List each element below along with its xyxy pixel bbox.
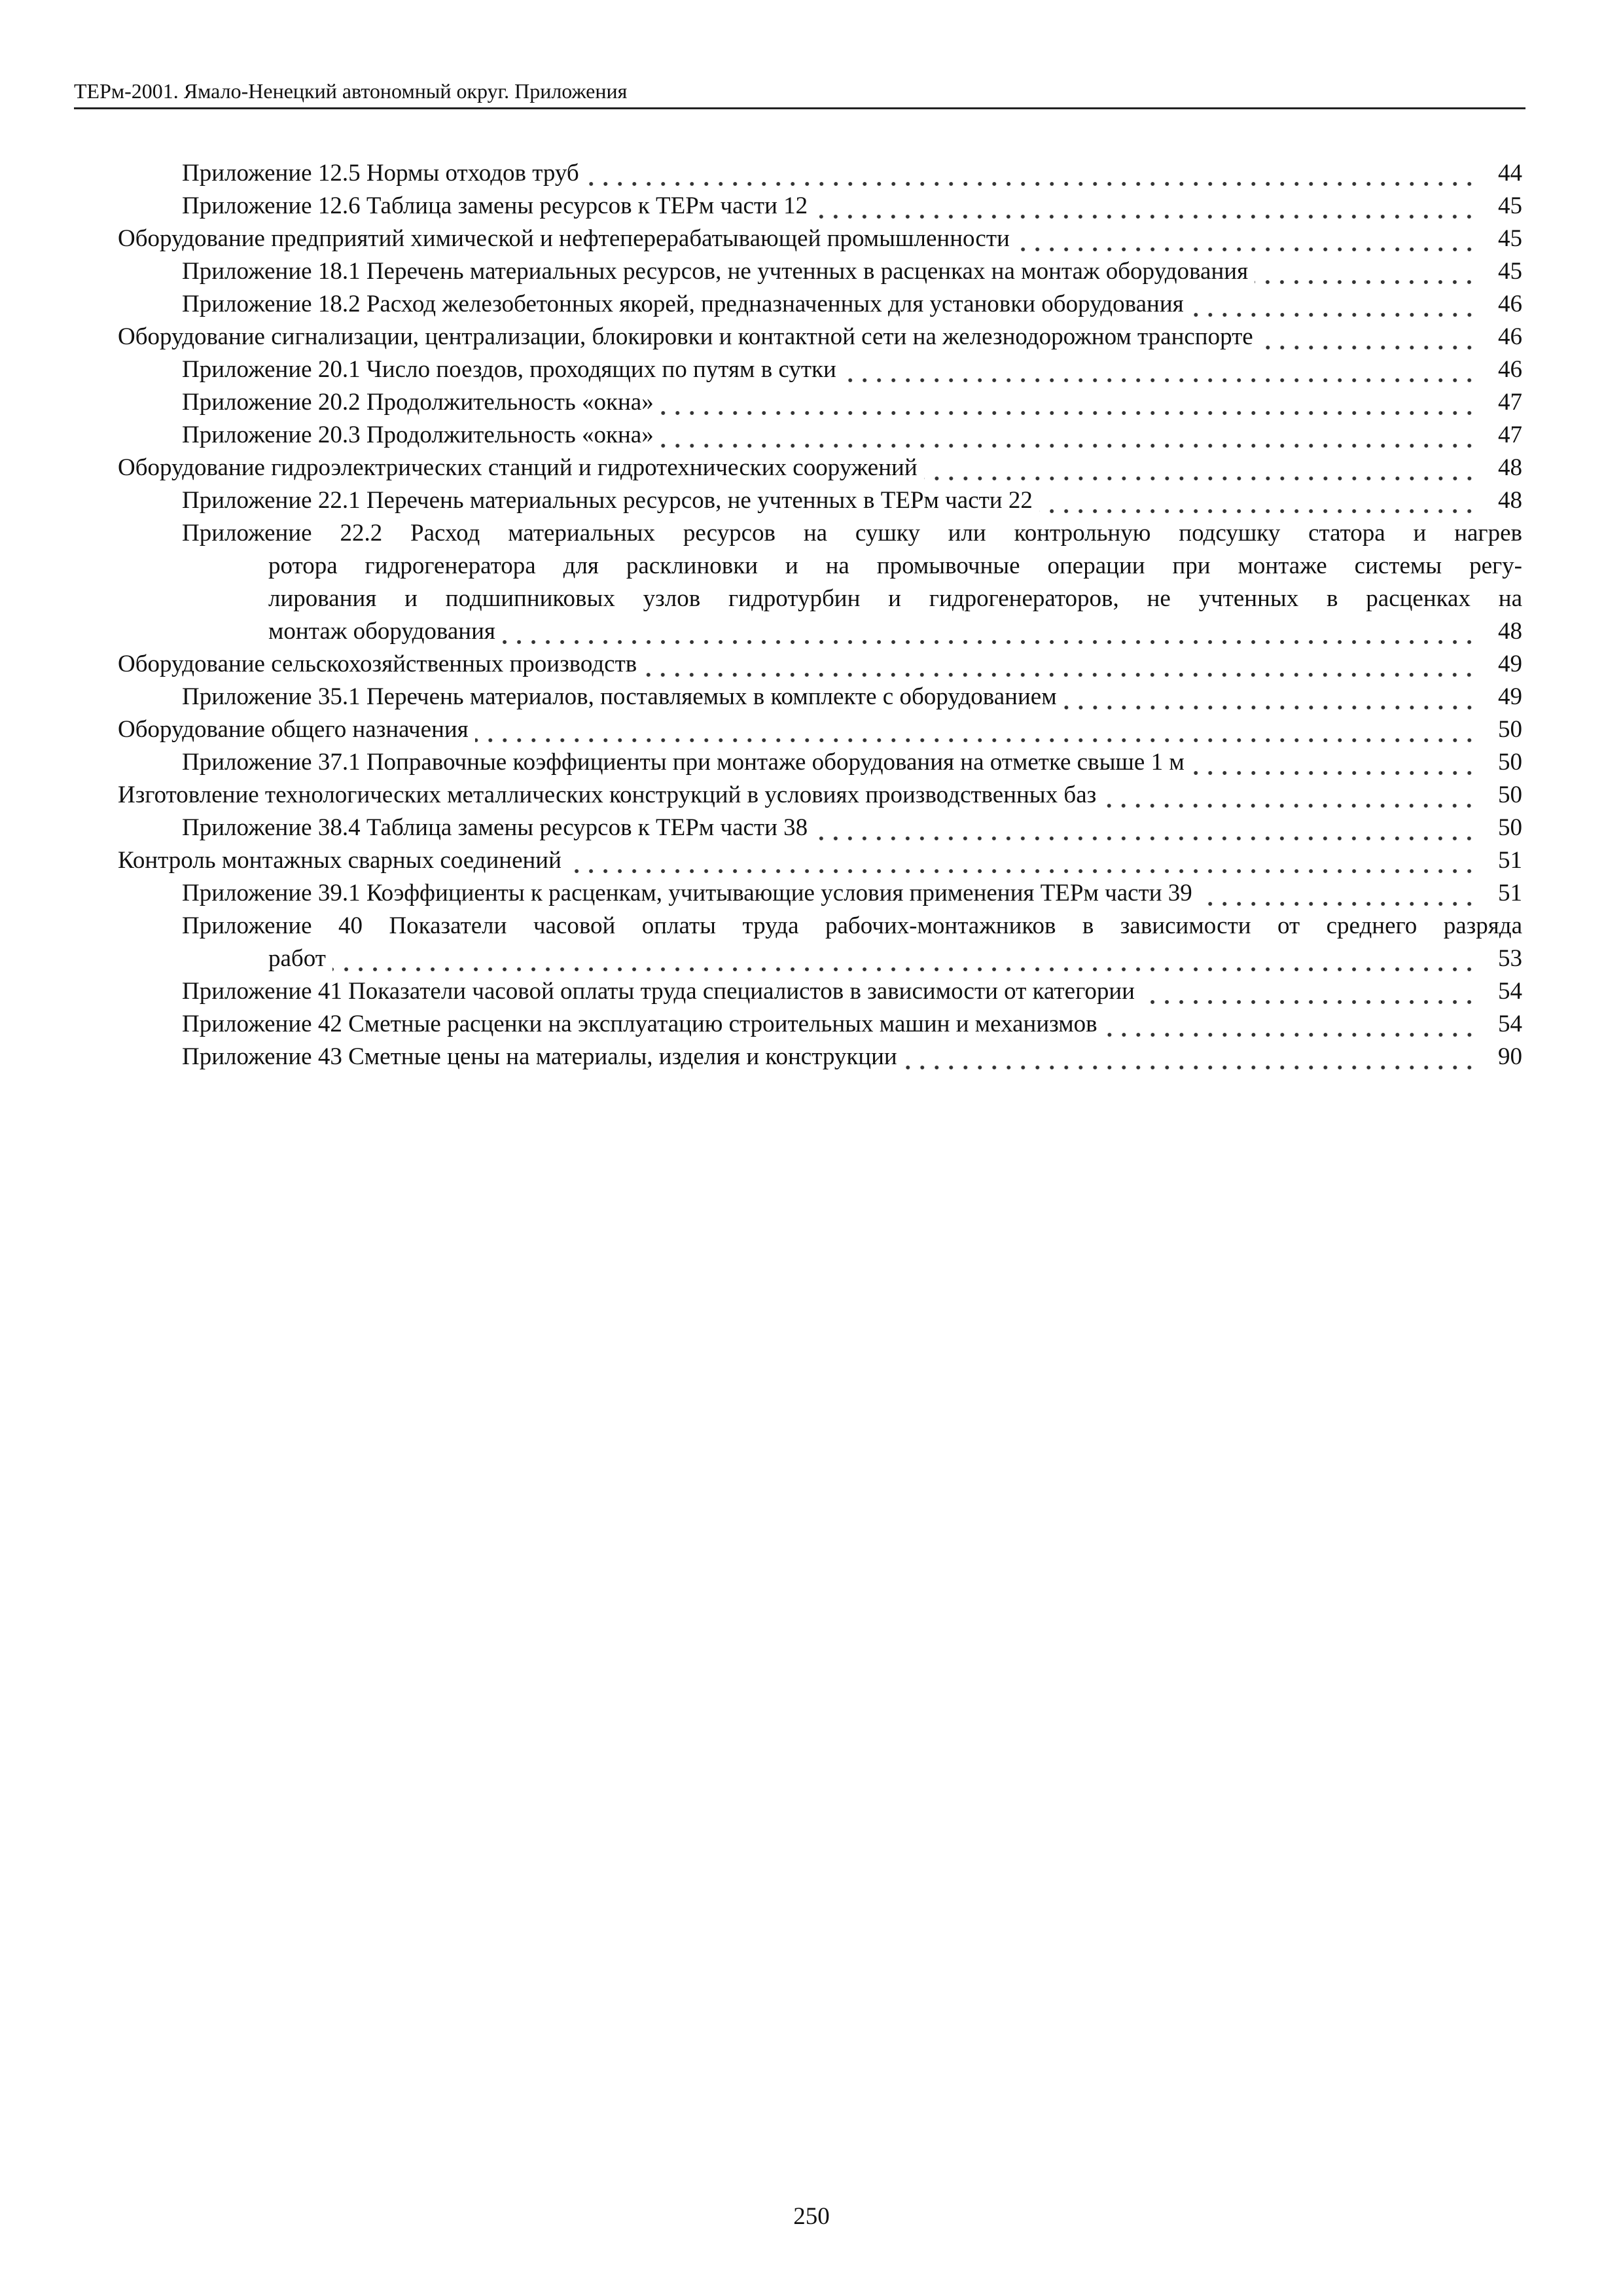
dot-leader <box>475 713 1476 746</box>
toc-entry-page: 46 <box>1498 291 1522 317</box>
toc-entry-title: Оборудование сигнализации, централизации, блокировки и контактной сети на железнодорожном транспорте <box>118 323 1253 350</box>
toc-entry-title: Приложение 39.1 Коэффициенты к расценкам, учитывающие условия применения ТЕРм части 39 <box>182 880 1192 906</box>
toc-entry <box>118 255 1522 288</box>
toc-entry-title: Приложение 18.1 Перечень материальных ресурсов, не учтенных в расценках на монтаж оборудования <box>182 258 1249 285</box>
dot-leader <box>1039 484 1476 517</box>
toc-entry-page: 50 <box>1498 716 1522 743</box>
toc-entry <box>118 681 1522 713</box>
toc-entry-page: 50 <box>1498 781 1522 808</box>
toc-entry-page: 44 <box>1498 160 1522 187</box>
toc-entry <box>118 975 1522 1008</box>
dot-leader <box>660 419 1476 452</box>
toc-entry-page: 48 <box>1498 487 1522 514</box>
dot-leader <box>1103 779 1476 812</box>
toc-entry-title-line: Приложение 40 Показатели часовой оплаты труда рабочих-монтажников в зависимости от среднего разряда <box>182 912 1522 939</box>
toc-entry-title: Приложение 18.2 Расход железобетонных якорей, предназначенных для установки оборудования <box>182 291 1184 317</box>
dot-leader <box>1191 746 1476 779</box>
toc-entry <box>118 648 1522 681</box>
dot-leader <box>502 615 1476 648</box>
dot-leader <box>1141 975 1476 1008</box>
toc-entry-page: 50 <box>1498 814 1522 841</box>
dot-leader <box>643 648 1476 681</box>
toc-entry-page: 49 <box>1498 651 1522 677</box>
toc-entry <box>118 452 1522 484</box>
toc-entry-page: 90 <box>1498 1043 1522 1070</box>
dot-leader <box>1104 1008 1476 1041</box>
toc-entry-page: 54 <box>1498 1011 1522 1037</box>
dot-leader <box>1016 223 1476 255</box>
toc-entry <box>118 746 1522 779</box>
toc-entry-title: Приложение 20.3 Продолжительность «окна» <box>182 422 654 448</box>
toc-entry-title-line: ротора гидрогенератора для расклиновки и на промывочные операции при монтаже системы регу- <box>268 552 1522 579</box>
toc-entry <box>118 190 1522 223</box>
toc-entry <box>118 419 1522 452</box>
toc-entry-page: 45 <box>1498 192 1522 219</box>
toc-entry-page: 51 <box>1498 880 1522 906</box>
toc-entry-page: 50 <box>1498 749 1522 776</box>
dot-leader <box>924 452 1476 484</box>
dot-leader <box>843 353 1476 386</box>
toc-entry-title: Приложение 37.1 Поправочные коэффициенты при монтаже оборудования на отметке свыше 1 м <box>182 749 1185 776</box>
toc-entry <box>118 157 1522 190</box>
toc-entry-title: Изготовление технологических металлических конструкций в условиях производственных баз <box>118 781 1097 808</box>
toc-entry-page: 47 <box>1498 422 1522 448</box>
toc-entry-title-line: работ <box>268 945 326 972</box>
table-of-contents <box>118 157 1522 1073</box>
toc-entry-page: 46 <box>1498 323 1522 350</box>
toc-entry-title: Приложение 38.4 Таблица замены ресурсов к ТЕРм части 38 <box>182 814 808 841</box>
toc-entry-title: Оборудование сельскохозяйственных производств <box>118 651 637 677</box>
toc-entry-title: Приложение 20.2 Продолжительность «окна» <box>182 389 654 416</box>
toc-entry <box>118 484 1522 517</box>
toc-entry <box>118 779 1522 812</box>
toc-entry-title: Оборудование общего назначения <box>118 716 469 743</box>
toc-entry <box>118 844 1522 877</box>
toc-entry <box>118 353 1522 386</box>
dot-leader <box>814 812 1476 844</box>
dot-leader <box>1190 288 1476 321</box>
toc-entry-title-line: лирования и подшипниковых узлов гидротурбин и гидрогенераторов, не учтенных в расценках на <box>268 585 1522 612</box>
toc-entry-title-line: Приложение 22.2 Расход материальных ресурсов на сушку или контрольную подсушку статора и нагрев <box>182 520 1522 547</box>
toc-entry-page: 45 <box>1498 258 1522 285</box>
toc-entry-title-line: монтаж оборудования <box>268 618 495 645</box>
toc-entry <box>118 713 1522 746</box>
dot-leader <box>1063 681 1476 713</box>
toc-entry <box>118 386 1522 419</box>
toc-entry-page: 51 <box>1498 847 1522 874</box>
toc-entry <box>118 321 1522 353</box>
toc-entry-page: 48 <box>1498 618 1522 645</box>
toc-entry-page: 49 <box>1498 683 1522 710</box>
toc-entry-title: Оборудование гидроэлектрических станций и гидротехнических сооружений <box>118 454 918 481</box>
toc-entry <box>118 288 1522 321</box>
running-header: ТЕРм-2001. Ямало-Ненецкий автономный округ. Приложения <box>74 75 1525 109</box>
toc-entry-title: Приложение 20.1 Число поездов, проходящих по путям в сутки <box>182 356 836 383</box>
toc-entry-title: Приложение 41 Показатели часовой оплаты труда специалистов в зависимости от категории <box>182 978 1135 1005</box>
toc-entry <box>118 877 1522 910</box>
toc-entry-title: Контроль монтажных сварных соединений <box>118 847 562 874</box>
toc-entry-page: 53 <box>1498 945 1522 972</box>
toc-entry <box>118 1041 1522 1073</box>
dot-leader <box>1255 255 1476 288</box>
dot-leader <box>568 844 1476 877</box>
dot-leader <box>586 157 1476 190</box>
dot-leader <box>1260 321 1476 353</box>
toc-entry-title: Приложение 43 Сметные цены на материалы, изделия и конструкции <box>182 1043 897 1070</box>
dot-leader <box>904 1041 1476 1073</box>
toc-entry-title: Приложение 22.1 Перечень материальных ресурсов, не учтенных в ТЕРм части 22 <box>182 487 1033 514</box>
toc-entry-title: Приложение 42 Сметные расценки на эксплуатацию строительных машин и механизмов <box>182 1011 1097 1037</box>
toc-entry-page: 45 <box>1498 225 1522 252</box>
toc-entry <box>118 517 1522 648</box>
toc-entry-title: Приложение 12.6 Таблица замены ресурсов к ТЕРм части 12 <box>182 192 808 219</box>
toc-entry-page: 54 <box>1498 978 1522 1005</box>
toc-entry-title: Приложение 12.5 Нормы отходов труб <box>182 160 579 187</box>
toc-entry-page: 48 <box>1498 454 1522 481</box>
dot-leader <box>814 190 1476 223</box>
dot-leader <box>1199 877 1476 910</box>
dot-leader <box>332 942 1476 975</box>
toc-entry-title: Приложение 35.1 Перечень материалов, поставляемых в комплекте с оборудованием <box>182 683 1057 710</box>
toc-entry <box>118 910 1522 975</box>
toc-entry <box>118 812 1522 844</box>
toc-entry <box>118 223 1522 255</box>
toc-entry-page: 46 <box>1498 356 1522 383</box>
toc-entry-title: Оборудование предприятий химической и нефтеперерабатывающей промышленности <box>118 225 1010 252</box>
toc-entry-page: 47 <box>1498 389 1522 416</box>
page-number: 250 <box>793 2203 830 2230</box>
dot-leader <box>660 386 1476 419</box>
toc-entry <box>118 1008 1522 1041</box>
